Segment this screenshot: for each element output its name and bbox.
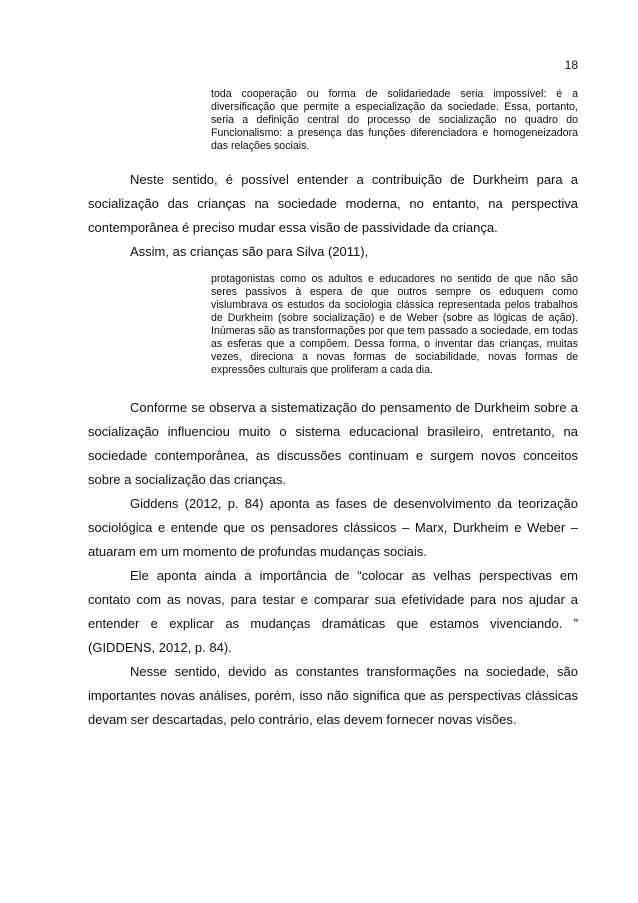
document-body [88, 88, 578, 732]
paragraph-1: Neste sentido, é possível entender a contribuição de Durkheim para a socialização das crianças na sociedade moderna, no entanto, na perspectiva contemporânea é preciso mudar essa visão de passividade da criança. [88, 172, 578, 235]
block-quote-2: protagonistas como os adultos e educadores no sentido de que não são seres passivos à espera de que outros sempre os eduquem como vislumbrava os estudos da sociologia clássica representada pelos trabalhos de Durkheim (sobre socialização) e de Weber (sobre as lógicas de ação). Inúmeras são as transformações por que tem passado a sociedade, em todas as esferas que a compõem. Dessa forma, o inventar das crianças, muitas vezes, direciona a novas formas de sociabilidade, novas formas de expressões culturais que proliferam a cada dia. [211, 273, 578, 376]
paragraph-3: Conforme se observa a sistematização do pensamento de Durkheim sobre a socialização influenciou muito o sistema educacional brasileiro, entretanto, na sociedade contemporânea, as discussões continuam e surgem novos conceitos sobre a socialização das crianças. [88, 400, 578, 487]
page-number: 18 [564, 58, 578, 72]
paragraph-2: Assim, as crianças são para Silva (2011), [130, 244, 369, 259]
paragraph-6: Nesse sentido, devido as constantes transformações na sociedade, são importantes novas análises, porém, isso não significa que as perspectivas clássicas devam ser descartadas, pelo contrário, elas devem fornecer novas visões. [88, 664, 578, 727]
paragraph-5: Ele aponta ainda a importância de “colocar as velhas perspectivas em contato com as novas, para testar e comparar sua efetividade para nos ajudar a entender e explicar as mudanças dramáticas que estamos vivenciando. ” (GIDDENS, 2012, p. 84). [88, 568, 578, 655]
block-quote-1: toda cooperação ou forma de solidariedade seria impossível: é a diversificação que permite a especialização da sociedade. Essa, portanto, seria a definição central do processo de socialização no quadro do Funcionalismo: a presença das funções diferenciadora e homogeneizadora das relações sociais. [211, 88, 578, 152]
paragraph-4: Giddens (2012, p. 84) aponta as fases de desenvolvimento da teorização sociológica e entende que os pensadores clássicos – Marx, Durkheim e Weber – atuaram em um momento de profundas mudanças sociais. [88, 496, 578, 559]
